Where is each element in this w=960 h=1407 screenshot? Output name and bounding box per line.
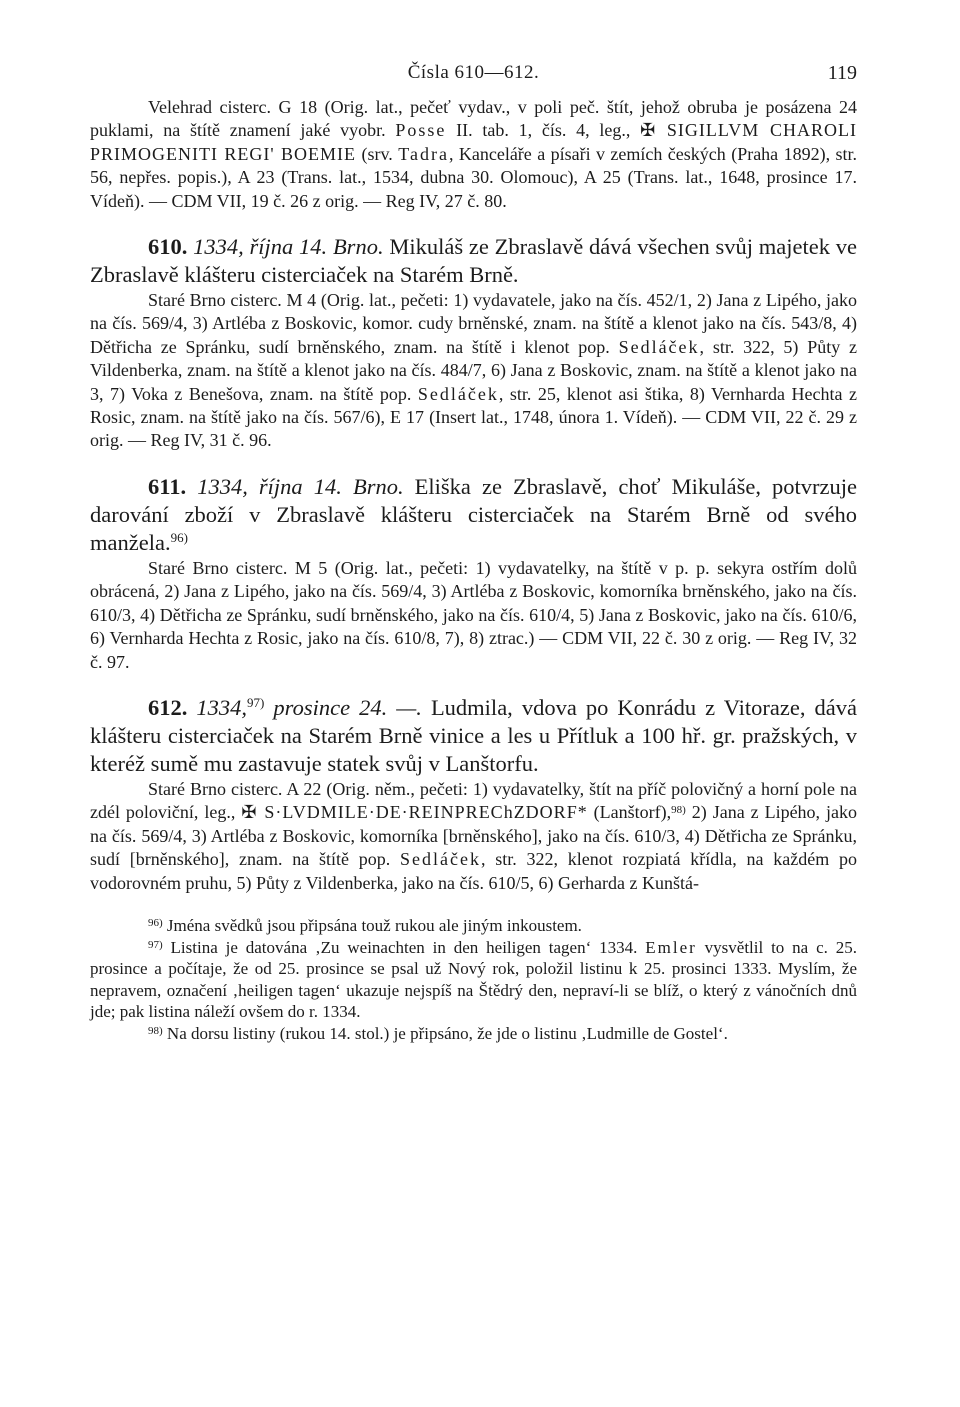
previous-entry-continuation: Velehrad cisterc. G 18 (Orig. lat., pečeť vydav., v poli peč. štít, jehož obruba je posázena 24 puklami, na štítě znamení jaké vyobr. Posse II. tab. 1, čís. 4, leg., ✠ SIGILLVM CHAROLI PRIMOGENITI REGI' BOEMIE (srv. Tadra, Kanceláře a písaři v zemích českých (Praha 1892), str. 56, nepřes. popis.), A 23 (Trans. lat., 1534, dubna 30. Olomouc), A 25 (Trans. lat., 1648, prosince 17. Vídeň). — CDM VII, 19 č. 26 z orig. — Reg IV, 27 č. 80. [90, 97, 858, 211]
seal-legend: ✠ SIGILLVM CHAROLI PRIMOGENITI REGI' BOEMIE [90, 120, 858, 164]
entry-612-heading [90, 694, 857, 778]
footnote-96: $^{96)}$ Jména svědků jsou připsána touž rukou ale jiným inkoustem. [148, 915, 582, 935]
footnote-98: $^{98)}$ Na dorsu listiny (rukou 14. stol.) je připsáno, že jde o listinu ‚Ludmille de Gostel‘. [148, 1023, 728, 1043]
author-name: Sedláček [400, 849, 481, 870]
entry-summary: Eliška ze Zbraslavě, choť Mikuláše, potvrzuje darování zboží v Zbraslavě klášteru cisterciaček na Starém Brně od svého manžela. [90, 473, 857, 555]
footnotes [90, 915, 857, 1045]
author-name: Emler [645, 937, 697, 957]
entry-number: 610. [148, 234, 188, 260]
seal-legend: ✠ S·LVDMILE·DE·REINPREChZDORF* [241, 802, 588, 823]
entry-date: 1334, října 14. Brno. [193, 234, 384, 260]
footnote-mark: 98) [148, 1024, 163, 1037]
entry-summary: Ludmila, vdova po Konrádu z Vitoraze, dává klášteru cisterciaček na Starém Brně vinice a les u Přítluk a 100 hř. gr. pražských, v kteréž sumě mu zastavuje statek svůj v Lanštorfu. [90, 694, 857, 776]
entry-date: 1334, října 14. Brno. [197, 473, 404, 499]
entry-number: 612. [148, 694, 188, 720]
footnote-ref: 98) [671, 804, 686, 817]
footnote-mark: 96) [148, 916, 163, 929]
author-name: Sedláček [618, 336, 700, 357]
entry-610-heading [90, 233, 857, 289]
entry-number: 611. [148, 473, 187, 499]
footnote-mark: 97) [148, 938, 163, 951]
running-title: Čísla 610—612. [407, 62, 540, 83]
footnote-ref: 96) [170, 529, 188, 545]
footnote-ref: 97) [247, 694, 265, 710]
entry-date-cont: prosince 24. —. [264, 694, 422, 720]
footnote-97: $^{97)}$ Listina je datována ‚Zu weinachten in den heiligen tagen‘ 1334. Emler vysvětlil to na c. 25. prosince a počítaje, že od 25. prosince se psal už Nový rok, položil listinu k 25. prosinci 1333. Myslím, že nepravem, označení ‚heiligen tagen‘ ukazuje nejspíš na Štědrý den, nepraví-li se blíž, o který z vánočních dnů jde; pak listina náleží ovšem do r. 1334. [90, 937, 857, 1022]
entry-611-heading [90, 473, 857, 557]
author-name: Posse [395, 120, 447, 141]
page-number: 119 [827, 62, 857, 84]
entry-date: 1334, [196, 694, 248, 720]
author-name: Sedláček [417, 383, 499, 404]
running-head [90, 62, 857, 96]
author-name: Tadra [398, 143, 449, 164]
entry-611-body: Staré Brno cisterc. M 5 (Orig. lat., pečeti: 1) vydavatelky, na štítě v p. p. sekyra ostřím dolů obrácená, 2) Jana z Lipého, jako na čís. 569/4, 3) Artléba z Boskovic, komorníka brněnského, jako na čís. 610/3, 4) Dětřicha ze Spránku, sudí brněnského, jako na čís. 610/4, 5) Jana z Boskovic, jako na čís. 610/6, 6) Vernharda Hechta z Rosic, jako na čís. 610/8, 7), 8) ztrac.) — CDM VII, 22 č. 30 z orig. — Reg IV, 32 č. 97. [90, 557, 857, 672]
entry-summary: Mikuláš ze Zbraslavě dává všechen svůj majetek ve Zbraslavě klášteru cisterciaček na Starém Brně. [90, 234, 858, 288]
entry-610-body: Staré Brno cisterc. M 4 (Orig. lat., pečeti: 1) vydavatele, jako na čís. 452/1, 2) Jana z Lipého, jako na čís. 569/4, 3) Artléba z Boskovic, komor. cudy brněnské, znam. na štítě a klenot jako na čís. 543/8, 4) Dětřicha ze Spránku, sudí brněnského, znam. na štítě i klenot pop. Sedláček, str. 322, 5) Půty z Vildenberka, znam. na štítě a klenot jako na čís. 484/7, 6) Jana z Boskovic, znam. na štítě a klenot jako na 3, 7) Voka z Benešova, znam. na štítě pop. Sedláček, str. 25, klenot asi štika, 8) Vernharda Hechta z Rosic, znam. na štítě jako na čís. 567/6), E 17 (Insert lat., 1748, února 1. Vídeň). — CDM VII, 22 č. 29 z orig. — Reg IV, 31 č. 96. [90, 290, 857, 451]
entry-612-body: Staré Brno cisterc. A 22 (Orig. něm., pečeti: 1) vydavatelky, štít na příč polovičný a horní pole na zdél poloviční, leg., ✠ S·LVDMILE·DE·REINPREChZDORF* (Lanštorf),$^{98)}$ 2) Jana z Lipého, jako na čís. 569/4, 3) Artléba z Boskovic, komorníka [brněnského], jako na čís. 610/3, 4) Dětřicha ze Spránku, sudí [brněnského], znam. na štítě pop. Sedláček, str. 322, klenot rozpiatá křídla, na každém po vodorovném pruhu, 5) Půty z Vildenberka, jako na čís. 610/5, 6) Gerharda z Kunštá- [90, 778, 858, 893]
